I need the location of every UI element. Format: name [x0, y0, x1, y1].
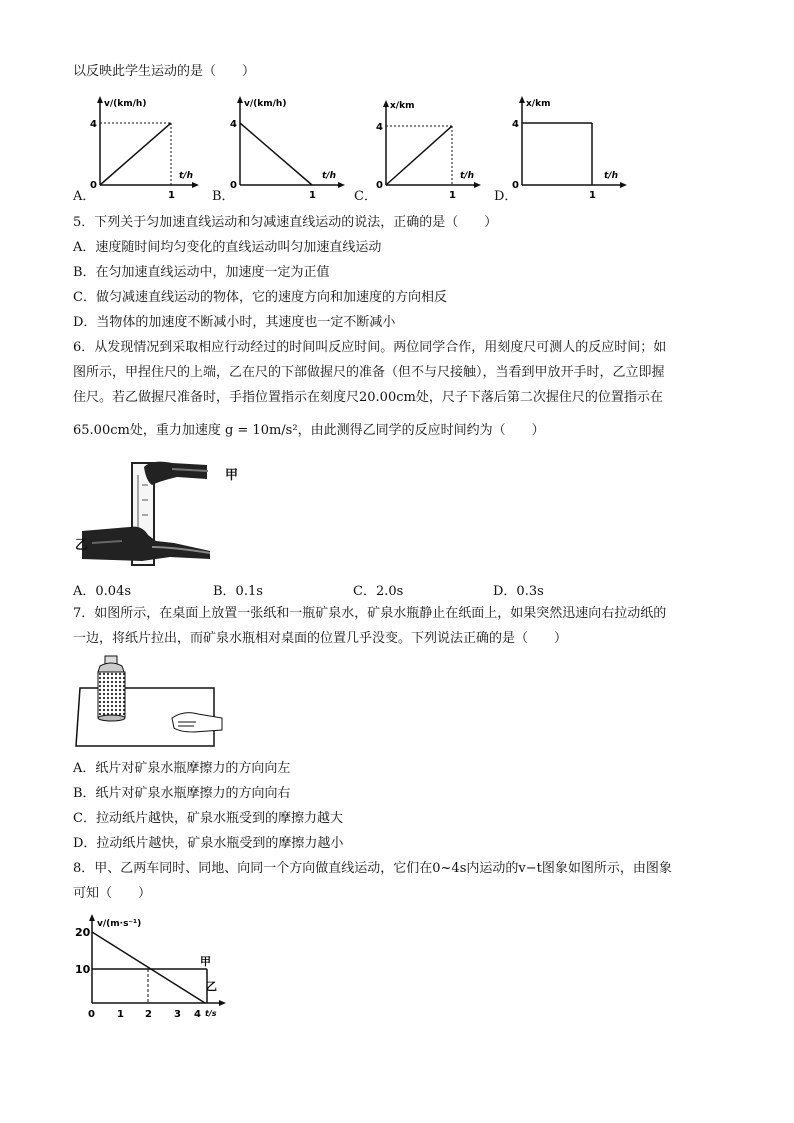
q8-xlabel: t/s [205, 1009, 217, 1018]
q8-xtick-3: 3 [174, 1009, 181, 1020]
q8-label-jia: 甲 [200, 955, 211, 968]
graph-d-ylabel: x/km [526, 99, 551, 109]
q8-line1: 8．甲、乙两车同时、同地、向同一个方向做直线运动，它们在0~4s内运动的v−t图象如图所示，由图象 [73, 861, 672, 876]
graph-c-xtick: 1 [449, 190, 456, 200]
graph-d-ytick: 4 [512, 119, 519, 130]
q4-graph-c [364, 92, 482, 200]
graph-c-xlabel: t/h [460, 171, 474, 181]
q5-option-c: C．做匀减速直线运动的物体，它的速度方向和加速度的方向相反 [73, 290, 447, 305]
q8-line2: 可知（ ） [73, 886, 152, 901]
q6-option-b: B．0.1s [213, 584, 263, 599]
q8-xtick-4: 4 [194, 1009, 201, 1020]
q8-vt-graph [72, 912, 232, 1020]
graph-d-xlabel: t/h [604, 171, 618, 181]
q5-option-a: A．速度随时间均匀变化的直线运动叫匀加速直线运动 [73, 240, 382, 255]
q6-label-yi: 乙 [75, 538, 89, 553]
q6-options [73, 580, 633, 599]
graph-d-origin: 0 [512, 180, 519, 191]
q8-ytick-20: 20 [75, 926, 91, 939]
q8-xtick-0: 0 [88, 1009, 95, 1020]
graph-b-xtick: 1 [309, 190, 316, 200]
q7-option-c: C．拉动纸片越快，矿泉水瓶受到的摩擦力越大 [73, 811, 343, 826]
graph-c-ytick: 4 [376, 122, 383, 133]
graph-a-xlabel: t/h [179, 171, 193, 181]
q6-line3: 住尺。若乙做握尺准备时，手指位置指示在刻度尺20.00cm处，尺子下落后第二次握住尺的位置指示在 [73, 390, 663, 405]
q8-ytick-10: 10 [75, 963, 91, 976]
q7-line2: 一边，将纸片拉出，而矿泉水瓶相对桌面的位置几乎没变。下列说法正确的是（ ） [73, 631, 568, 646]
q4-option-a-label: A． [73, 189, 96, 204]
q6-label-jia: 甲 [225, 468, 239, 483]
q6-option-d: D．0.3s [493, 584, 544, 599]
q8-xtick-1: 1 [117, 1009, 124, 1020]
graph-c-ylabel: x/km [390, 101, 415, 111]
q6-option-c: C．2.0s [353, 584, 404, 599]
graph-a-ytick: 4 [90, 119, 97, 130]
q7-line1: 7．如图所示，在桌面上放置一张纸和一瓶矿泉水，矿泉水瓶静止在纸面上，如果突然迅速向右拉动纸的 [73, 606, 667, 621]
graph-c-origin: 0 [376, 180, 383, 191]
graph-b-xlabel: t/h [322, 171, 336, 181]
graph-a-ylabel: v/(km/h) [104, 99, 147, 109]
q6-option-a: A．0.04s [73, 584, 132, 599]
graph-a-origin: 0 [90, 180, 97, 191]
q6-line1: 6．从发现情况到采取相应行动经过的时间叫反应时间。两位同学合作，用刻度尺可测人的反应时间；如 [73, 340, 667, 355]
q7-option-d: D．拉动纸片越快，矿泉水瓶受到的摩擦力越小 [73, 836, 344, 851]
graph-b-origin: 0 [230, 180, 237, 191]
q6-line2: 图所示，甲捏住尺的上端，乙在尺的下部做握尺的准备（但不与尺接触），当看到甲放开手时，乙立即握 [73, 365, 665, 380]
q8-xtick-2: 2 [145, 1009, 152, 1020]
q4-stem-tail: 以反映此学生运动的是（ ） [73, 64, 256, 79]
q4-graph-a [78, 92, 200, 200]
q4-graph-d [500, 92, 630, 200]
q4-option-c-label: C． [354, 189, 377, 204]
graph-b-ytick: 4 [230, 119, 237, 130]
q4-option-d-label: D． [494, 189, 518, 204]
q5-stem: 5．下列关于匀加速直线运动和匀减速直线运动的说法，正确的是（ ） [73, 215, 498, 230]
q7-bottle-figure [74, 652, 224, 752]
q4-option-b-label: B． [212, 189, 235, 204]
graph-a-xtick: 1 [168, 190, 175, 200]
q7-option-a: A．纸片对矿泉水瓶摩擦力的方向向左 [73, 761, 291, 776]
q5-option-b: B．在匀加速直线运动中，加速度一定为正值 [73, 265, 330, 280]
q5-option-d: D．当物体的加速度不断减小时，其速度也一定不断减小 [73, 315, 396, 330]
q8-ylabel: v/(m·s⁻¹) [97, 919, 142, 929]
q4-graph-b [218, 92, 346, 200]
q7-option-b: B．纸片对矿泉水瓶摩擦力的方向向右 [73, 786, 291, 801]
graph-b-ylabel: v/(km/h) [244, 99, 287, 109]
q8-label-yi: 乙 [206, 980, 217, 993]
graph-d-xtick: 1 [589, 190, 596, 200]
q6-line4: 65.00cm处，重力加速度 g = 10m/s²，由此测得乙同学的反应时间约为（ ） [73, 423, 545, 438]
